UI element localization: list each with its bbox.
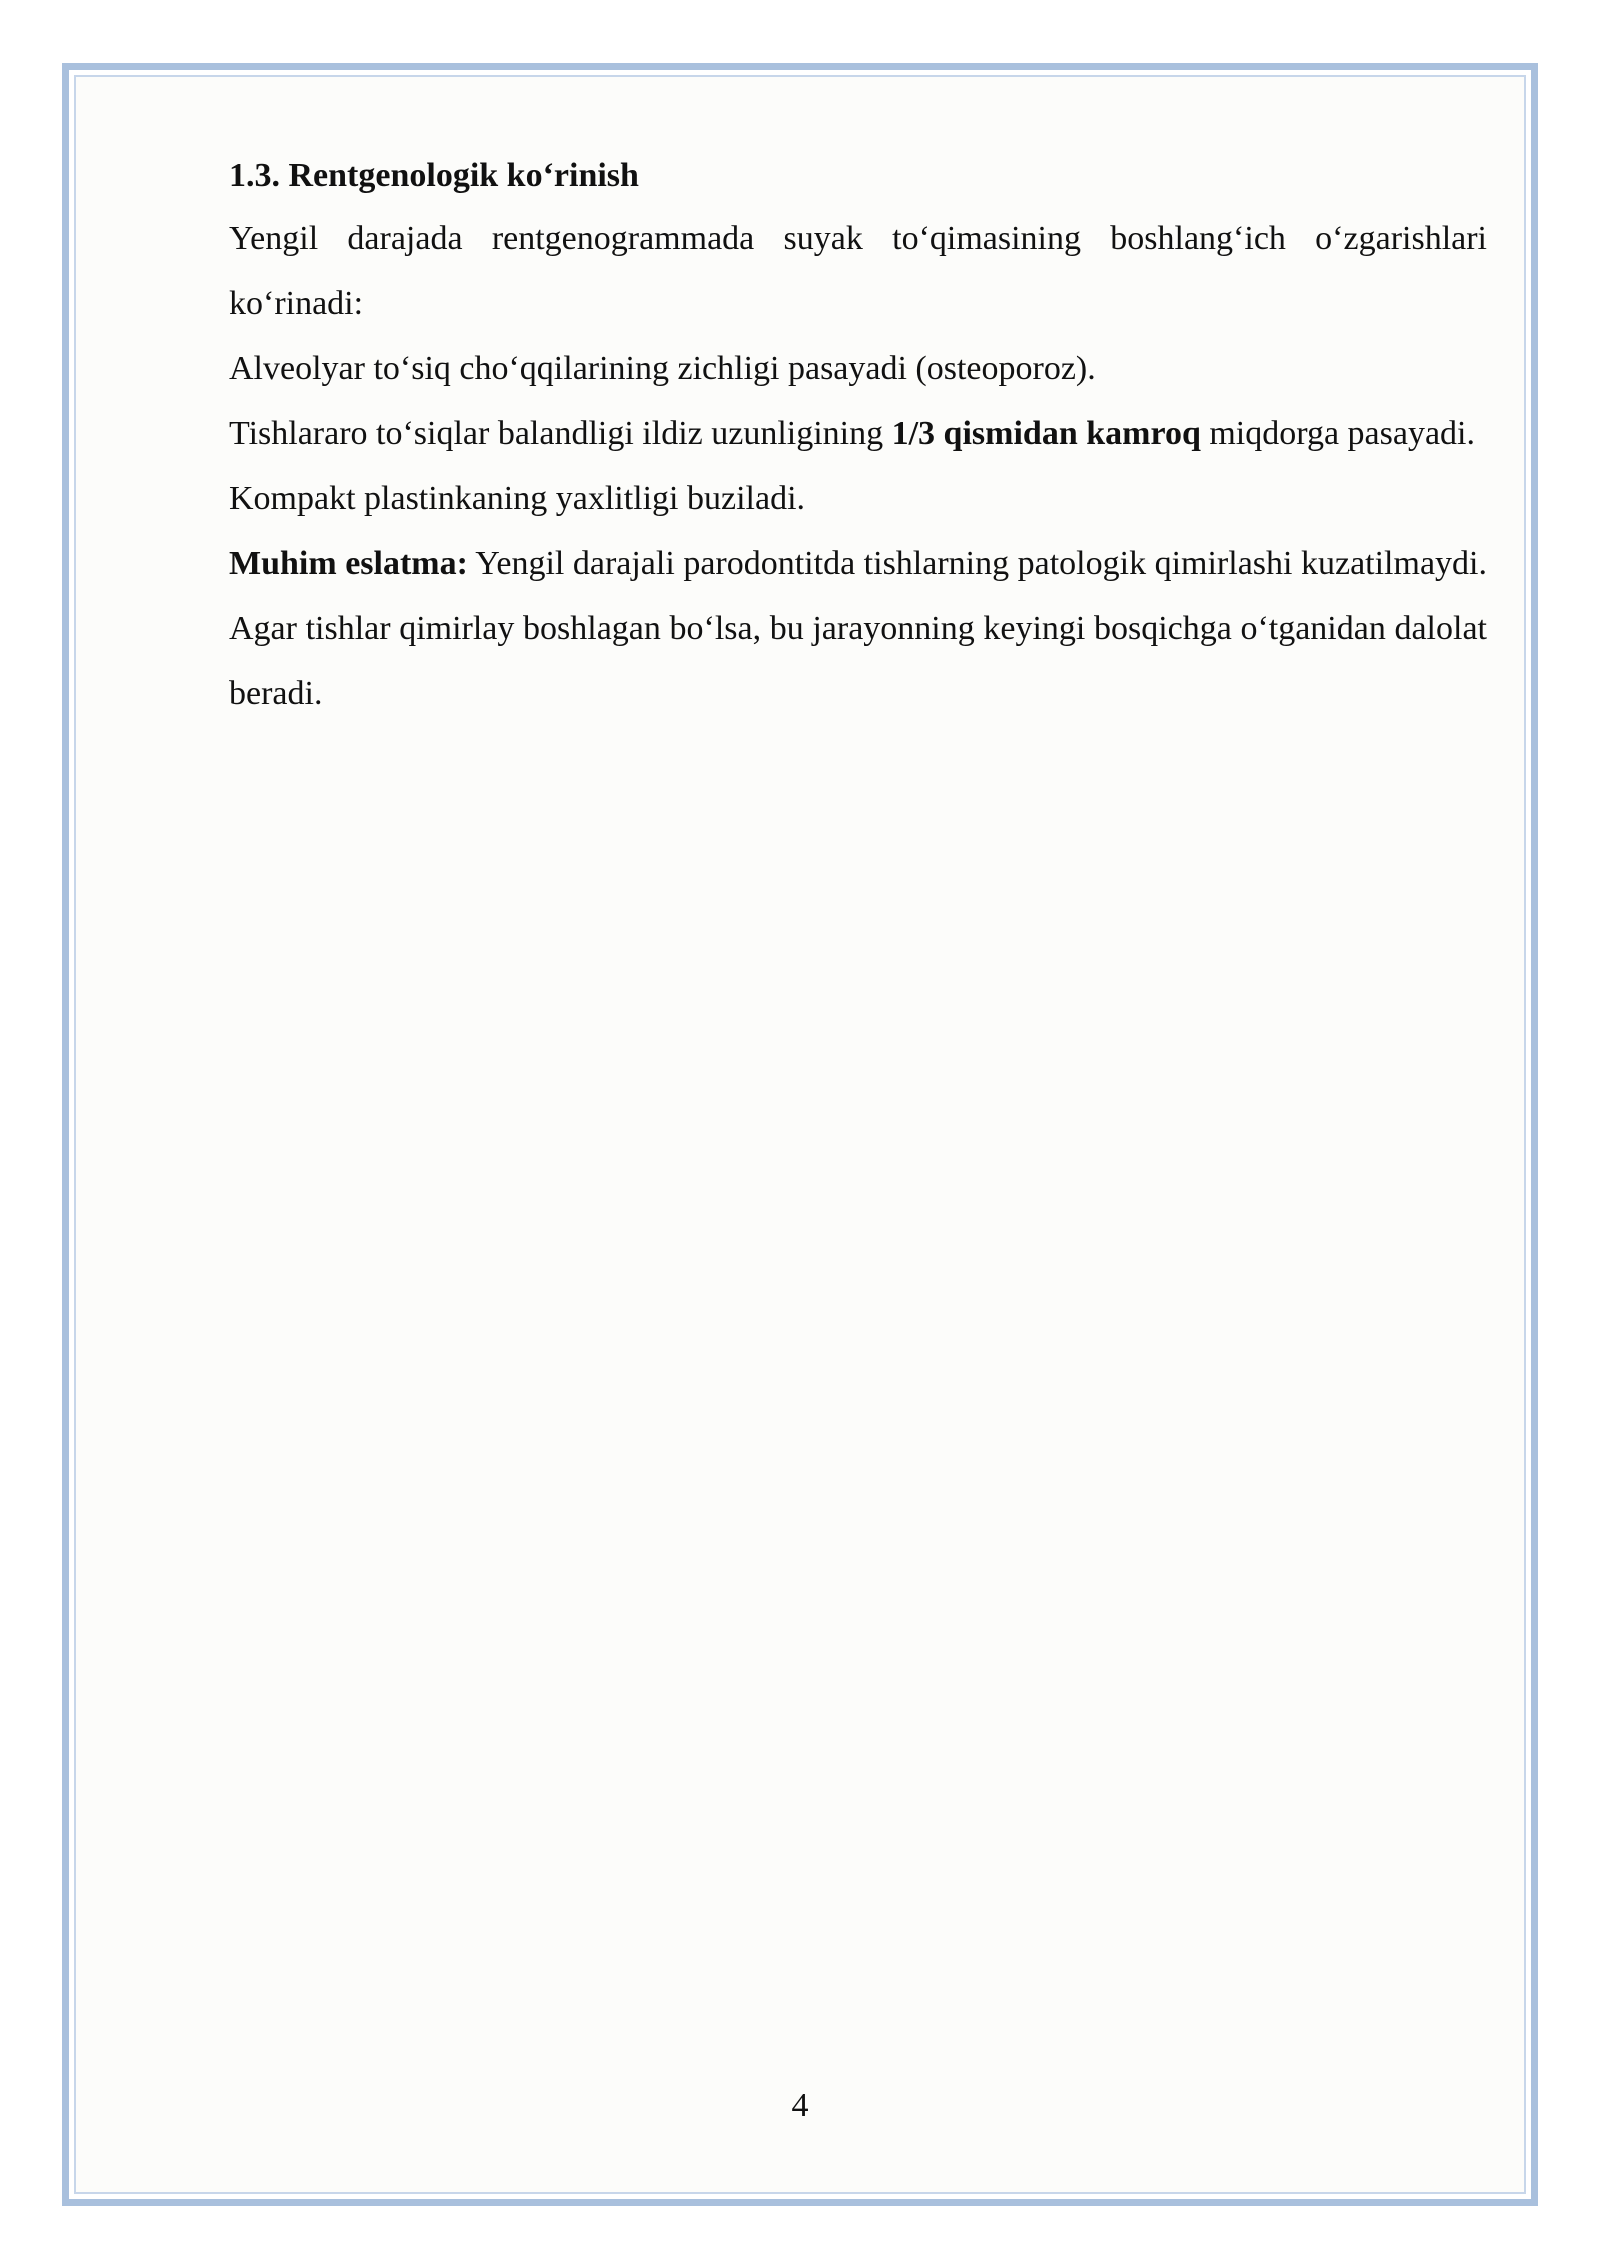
section-heading: 1.3. Rentgenologik ko‘rinish — [229, 157, 639, 194]
interdental-height-text-end: miqdorga pasayadi. — [1200, 415, 1476, 452]
interdental-height-text-start: Tishlararo to‘siqlar balandligi ildiz uzunligining — [229, 415, 892, 452]
document-body — [229, 146, 1487, 726]
paragraph-compact-plate: Kompakt plastinkaning yaxlitligi buziladi. — [229, 480, 806, 517]
paragraph-xray-intro: Yengil darajada rentgenogrammada suyak to‘qimasining boshlang‘ich o‘zgarishlari ko‘rinadi: — [229, 220, 1487, 322]
important-note-text: Yengil darajali parodontitda tishlarning patologik qimirlashi kuzatilmaydi. Agar tishlar qimirlay boshlagan bo‘lsa, bu jarayonning keyingi bosqichga o‘tganidan dalolat beradi. — [229, 545, 1487, 712]
interdental-height-bold-value: 1/3 qismidan kamroq — [891, 415, 1201, 452]
paragraph-alveolar-density: Alveolyar to‘siq cho‘qqilarining zichligi pasayadi (osteoporoz). — [229, 350, 1096, 387]
page-number: 4 — [791, 2087, 809, 2124]
paragraph-important-note — [229, 531, 1487, 726]
important-note-label: Muhim eslatma: — [229, 545, 468, 582]
paragraph-interdental-height — [229, 401, 1487, 466]
